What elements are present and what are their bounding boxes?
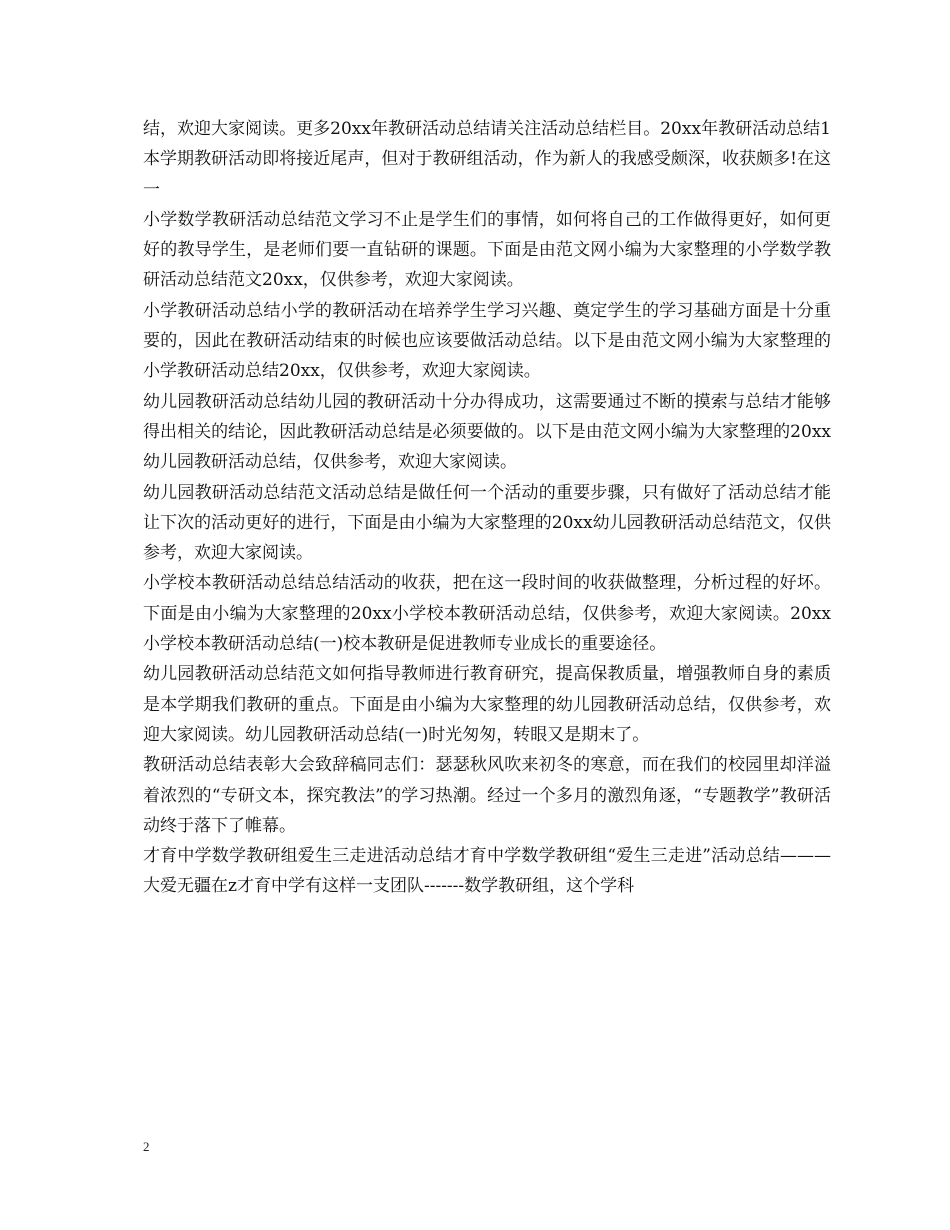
paragraph: 教研活动总结表彰大会致辞稿同志们：瑟瑟秋风吹来初冬的寒意，而在我们的校园里却洋溢着浓烈的“专研文本，探究教法”的学习热潮。经过一个多月的激烈角逐，“专题教学”教研活动终于落下了帷幕。 — [143, 755, 831, 836]
page-number: 2 — [143, 1139, 150, 1154]
paragraph: 小学数学教研活动总结范文学习不止是学生们的事情，如何将自己的工作做得更好，如何更好的教导学生，是老师们要一直钻研的课题。下面是由范文网小编为大家整理的小学数学教研活动总结范文20xx，仅供参考，欢迎大家阅读。 — [143, 209, 831, 291]
paragraph: 小学校本教研活动总结总结活动的收获，把在这一段时间的收获做整理，分析过程的好坏。下面是由小编为大家整理的20xx小学校本教研活动总结，仅供参考，欢迎大家阅读。20xx小学校本教研活动总结(一)校本教研是促进教师专业成长的重要途径。 — [143, 573, 831, 655]
paragraph: 幼儿园教研活动总结范文活动总结是做任何一个活动的重要步骤，只有做好了活动总结才能让下次的活动更好的进行，下面是由小编为大家整理的20xx幼儿园教研活动总结范文，仅供参考，欢迎大家阅读。 — [143, 482, 831, 564]
paragraph: 结，欢迎大家阅读。更多20xx年教研活动总结请关注活动总结栏目。20xx年教研活动总结1本学期教研活动即将接近尾声，但对于教研组活动，作为新人的我感受颇深，收获颇多!在这一 — [143, 119, 831, 200]
paragraph: 幼儿园教研活动总结幼儿园的教研活动十分办得成功，这需要通过不断的摸索与总结才能够得出相关的结论，因此教研活动总结是必须要做的。以下是由范文网小编为大家整理的20xx幼儿园教研活动总结，仅供参考，欢迎大家阅读。 — [143, 391, 831, 473]
paragraph: 小学教研活动总结小学的教研活动在培养学生学习兴趣、奠定学生的学习基础方面是十分重要的，因此在教研活动结束的时候也应该要做活动总结。以下是由范文网小编为大家整理的小学教研活动总结20xx，仅供参考，欢迎大家阅读。 — [143, 300, 831, 382]
paragraph: 才育中学数学教研组爱生三走进活动总结才育中学数学教研组“爱生三走进”活动总结———大爱无疆在z才育中学有这样一支团队-------数学教研组，这个学科 — [143, 846, 831, 897]
paragraph: 幼儿园教研活动总结范文如何指导教师进行教育研究，提高保教质量，增强教师自身的素质是本学期我们教研的重点。下面是由小编为大家整理的幼儿园教研活动总结，仅供参考，欢迎大家阅读。幼儿园教研活动总结(一)时光匆匆，转眼又是期末了。 — [143, 664, 831, 745]
document-body — [143, 114, 831, 902]
